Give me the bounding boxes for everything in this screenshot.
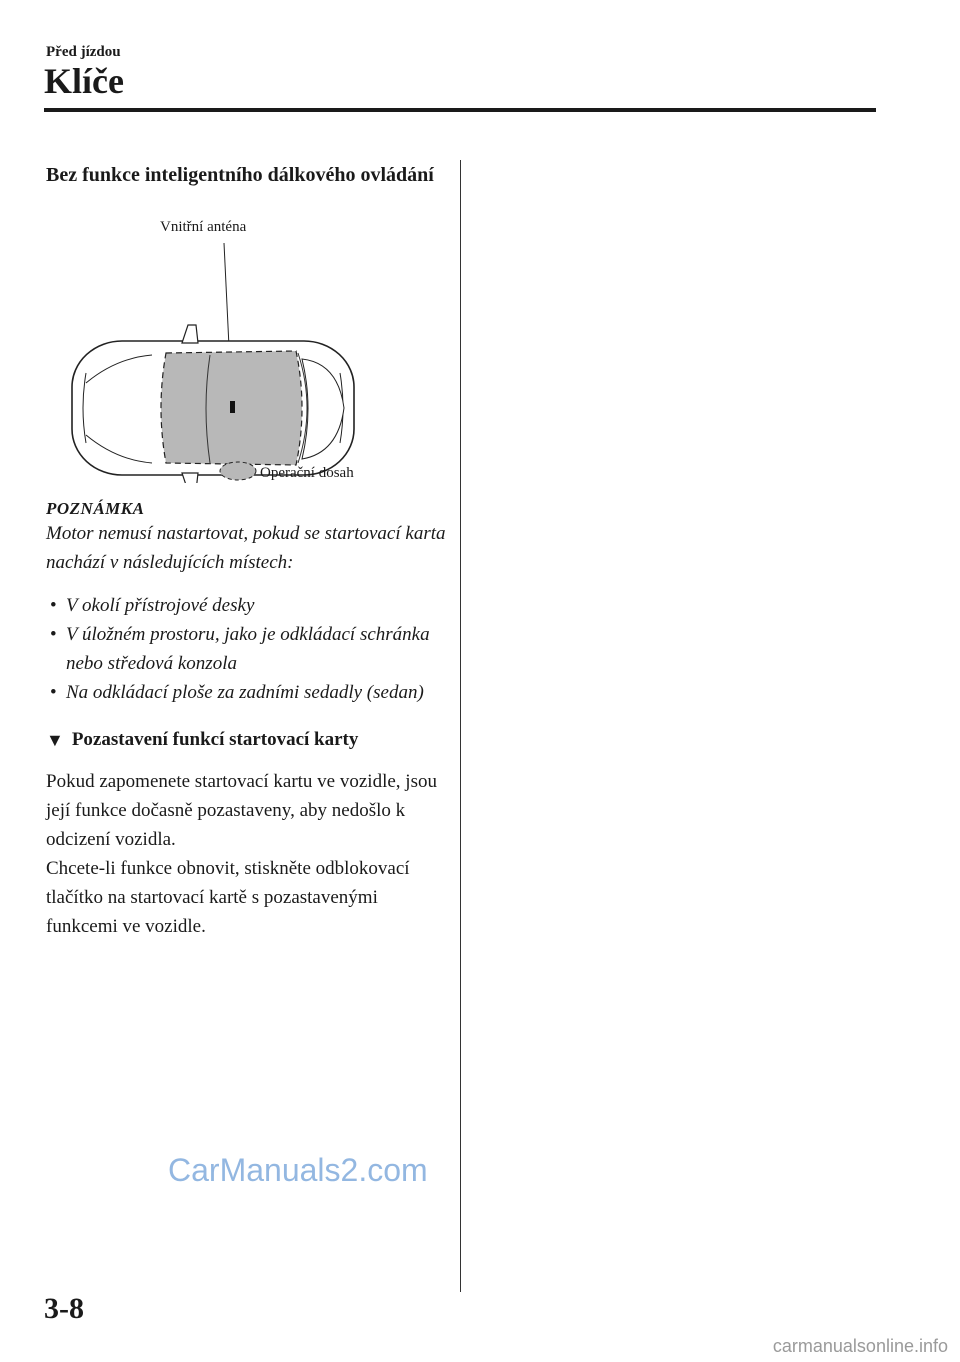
chapter-title: Klíče (44, 61, 124, 101)
list-item (46, 591, 446, 620)
note-list (46, 591, 446, 707)
page-number: 3-8 (44, 1292, 84, 1325)
bullet-icon: • (50, 624, 57, 645)
triangle-down-icon: ▼ (46, 729, 64, 750)
column-divider (460, 160, 461, 1292)
paragraph-1: Pokud zapomenete startovací kartu ve vozidle, jsou její funkce dočasně pozastaveny, aby nedošlo k odcizení vozidla. (46, 771, 437, 850)
note-title: POZNÁMKA (46, 499, 145, 518)
left-column (46, 160, 446, 941)
car-antenna-figure (46, 213, 446, 483)
site-watermark: carmanualsonline.info (772, 1336, 948, 1356)
breadcrumb: Před jízdou (46, 44, 121, 60)
list-item (46, 678, 446, 707)
antenna-label: Vnitřní anténa (160, 219, 247, 235)
list-item (46, 620, 446, 678)
header-rule (44, 108, 876, 112)
antenna-marker (230, 401, 235, 413)
section-heading (46, 729, 446, 751)
operating-range-label: Operační dosah (260, 465, 354, 481)
watermark-logo: CarManuals2.com (168, 1152, 428, 1188)
range-legend-swatch (220, 462, 256, 480)
car-top-view-illustration (46, 213, 446, 483)
note-text: Motor nemusí nastartovat, pokud se startovací karta nachází v následujících místech: (46, 523, 446, 573)
mirror-left (182, 325, 198, 343)
list-item-text: V úložném prostoru, jako je odkládací schránka nebo středová konzola (66, 624, 430, 674)
mirror-right (182, 473, 198, 483)
paragraph-2: Chcete-li funkce obnovit, stiskněte odblokovací tlačítko na startovací kartě s pozastavenými funkcemi ve vozidle. (46, 858, 410, 937)
bullet-icon: • (50, 682, 57, 703)
list-item-text: V okolí přístrojové desky (66, 595, 255, 616)
bullet-icon: • (50, 595, 57, 616)
section-heading-text: Pozastavení funkcí startovací karty (71, 729, 359, 750)
list-item-text: Na odkládací ploše za zadními sedadly (sedan) (66, 682, 424, 703)
section-subheading: Bez funkce inteligentního dálkového ovládání (46, 164, 434, 186)
